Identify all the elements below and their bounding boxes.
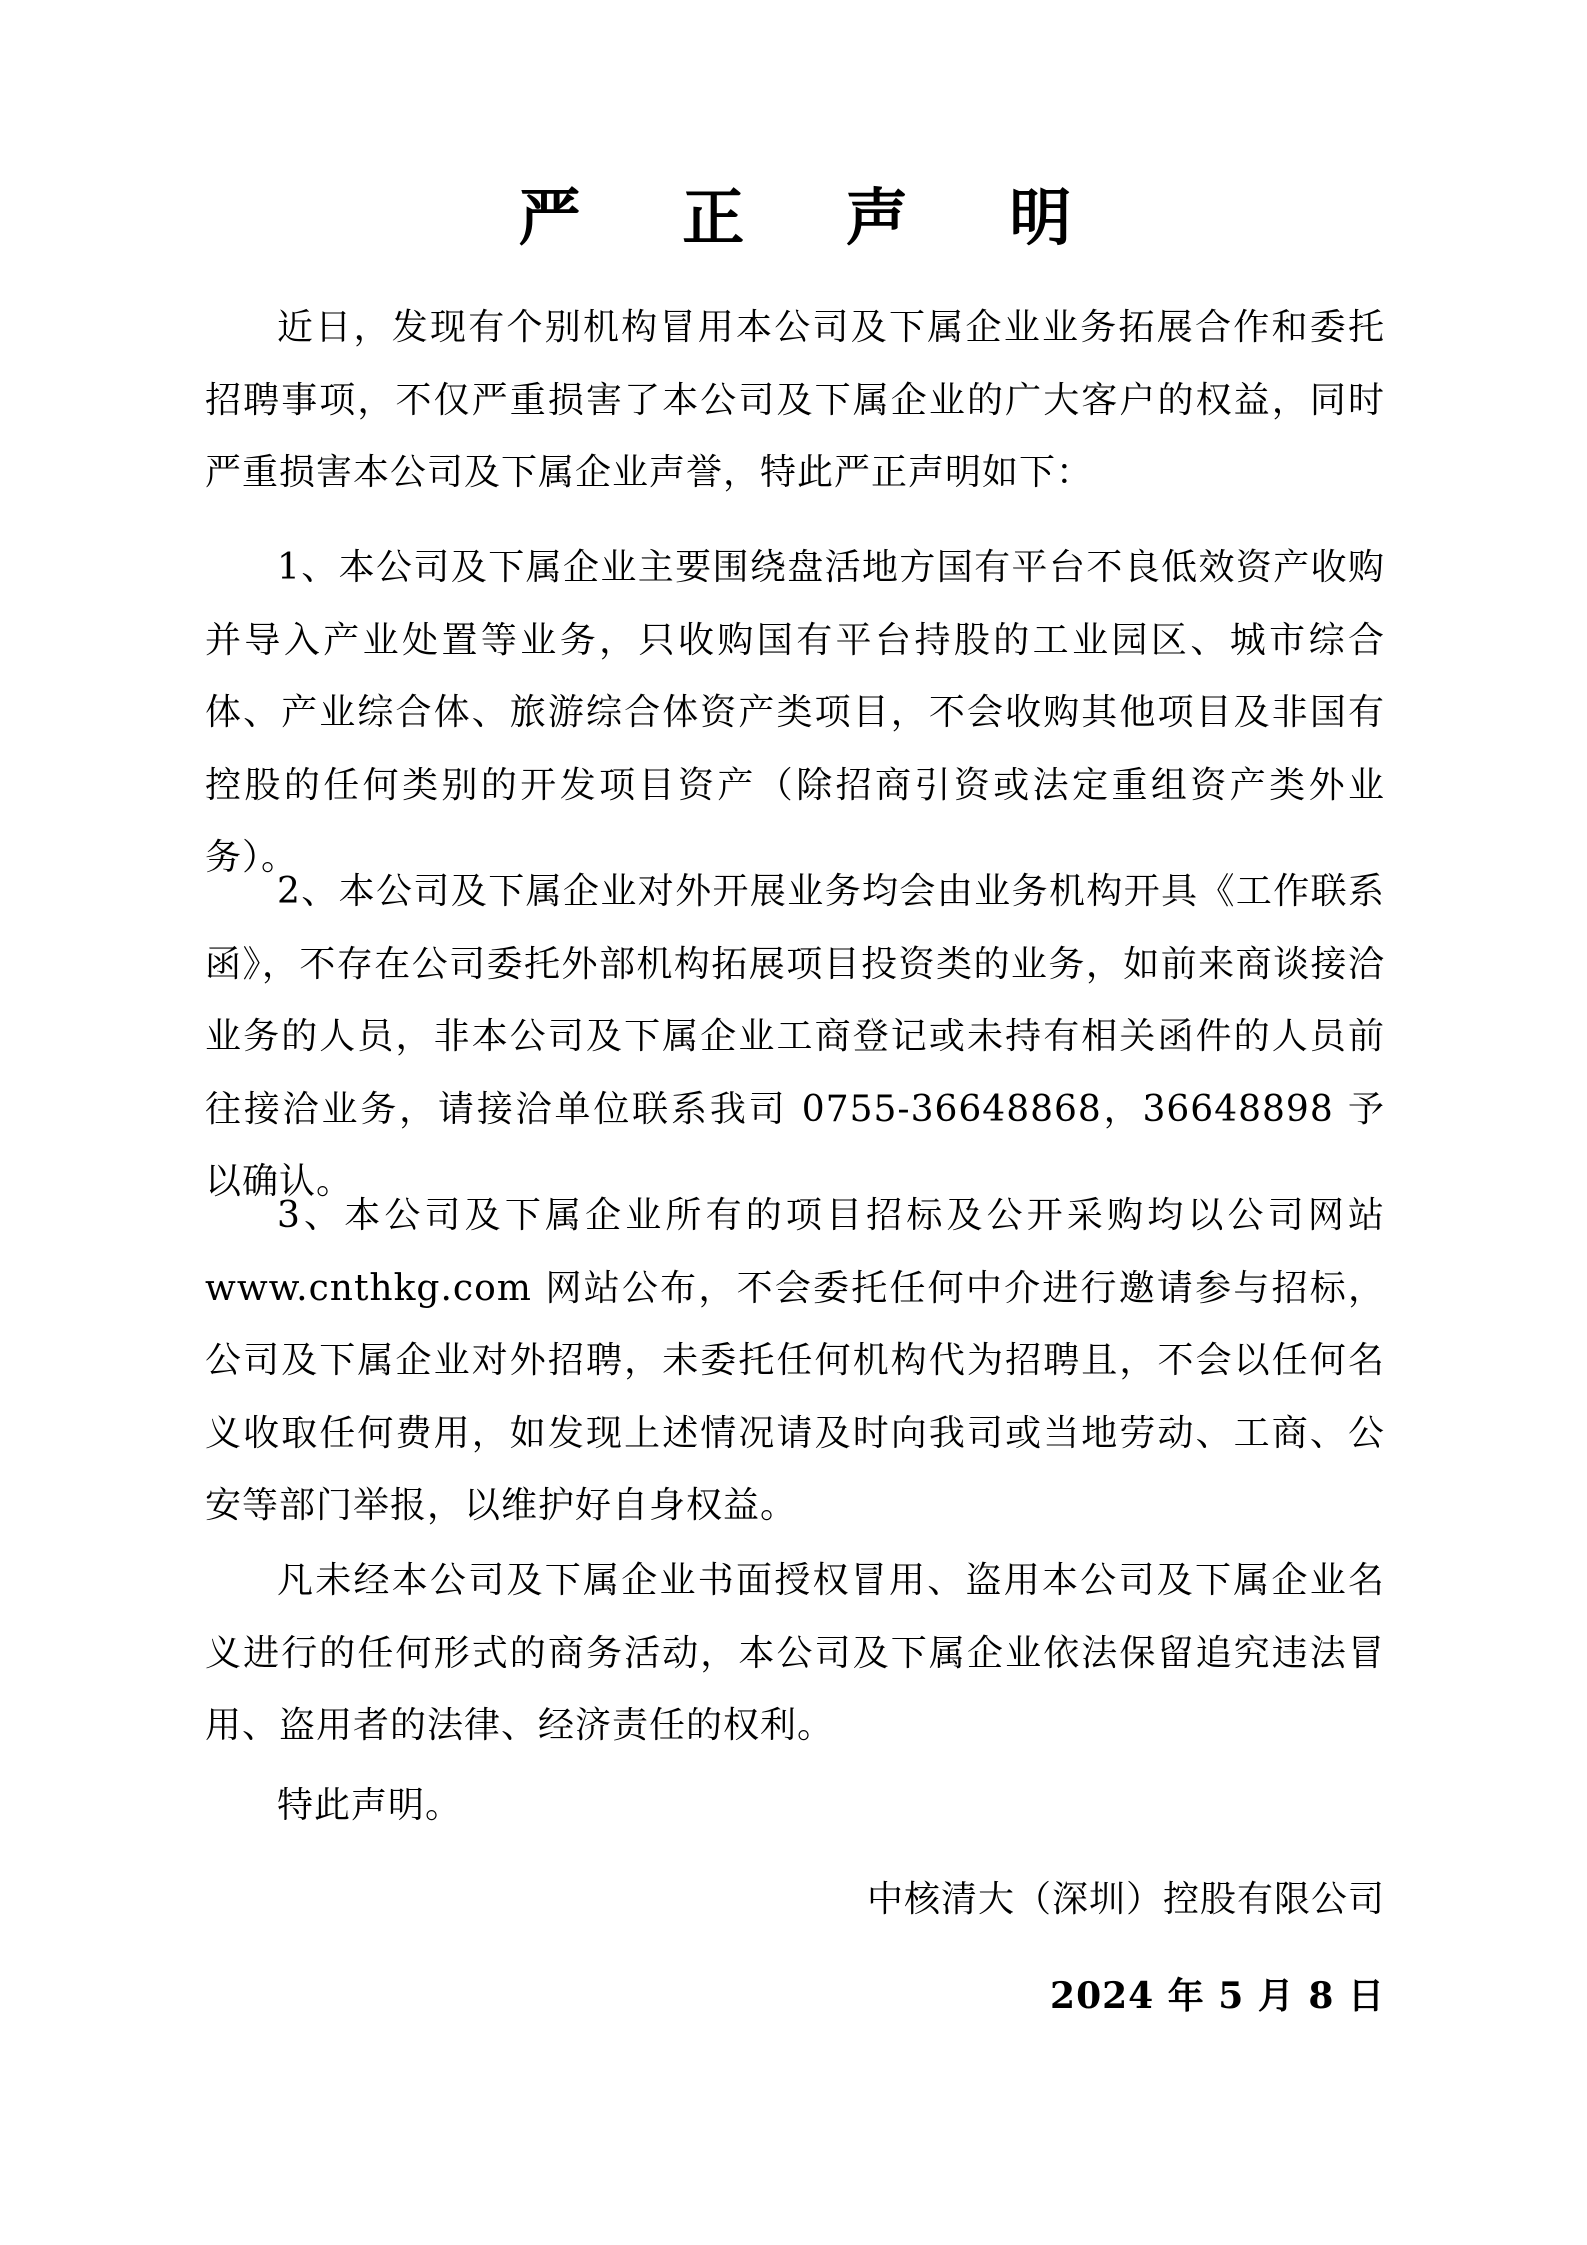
paragraph-intro: 近日，发现有个别机构冒用本公司及下属企业业务拓展合作和委托招聘事项，不仅严重损害了本公司及下属企业的广大客户的权益，同时严重损害本公司及下属企业声誉，特此严正声明如下： (205, 307, 1385, 493)
signature-company: 中核清大（深圳）控股有限公司 (866, 1879, 1385, 1920)
paragraph-item-3: 3、本公司及下属企业所有的项目招标及公开采购均以公司网站 www.cnthkg.com 网站公布，不会委托任何中介进行邀请参与招标，公司及下属企业对外招聘，未委托任何机构代为招聘且，不会以任何名义收取任何费用，如发现上述情况请及时向我司或当地劳动、工商、公安等部门举报，以维护好自身权益。 (205, 1195, 1385, 1526)
paragraph-item-2: 2、本公司及下属企业对外开展业务均会由业务机构开具《工作联系函》，不存在公司委托外部机构拓展项目投资类的业务，如前来商谈接洽业务的人员，非本公司及下属企业工商登记或未持有相关函件的人员前往接洽业务，请接洽单位联系我司 0755-36648868，36648898 予以确认。 (205, 871, 1385, 1202)
paragraph-rights-reserved: 凡未经本公司及下属企业书面授权冒用、盗用本公司及下属企业名义进行的任何形式的商务活动，本公司及下属企业依法保留追究违法冒用、盗用者的法律、经济责任的权利。 (205, 1560, 1385, 1746)
signature-date: 2024 年 5 月 8 日 (1050, 1975, 1385, 2017)
paragraph-closing: 特此声明。 (277, 1785, 463, 1826)
document-title: 严 正 声 明 (518, 181, 1112, 254)
statement-page (205, 0, 1385, 2245)
paragraph-item-1: 1、本公司及下属企业主要围绕盘活地方国有平台不良低效资产收购并导入产业处置等业务，只收购国有平台持股的工业园区、城市综合体、产业综合体、旅游综合体资产类项目，不会收购其他项目及非国有控股的任何类别的开发项目资产（除招商引资或法定重组资产类外业务）。 (205, 547, 1385, 878)
